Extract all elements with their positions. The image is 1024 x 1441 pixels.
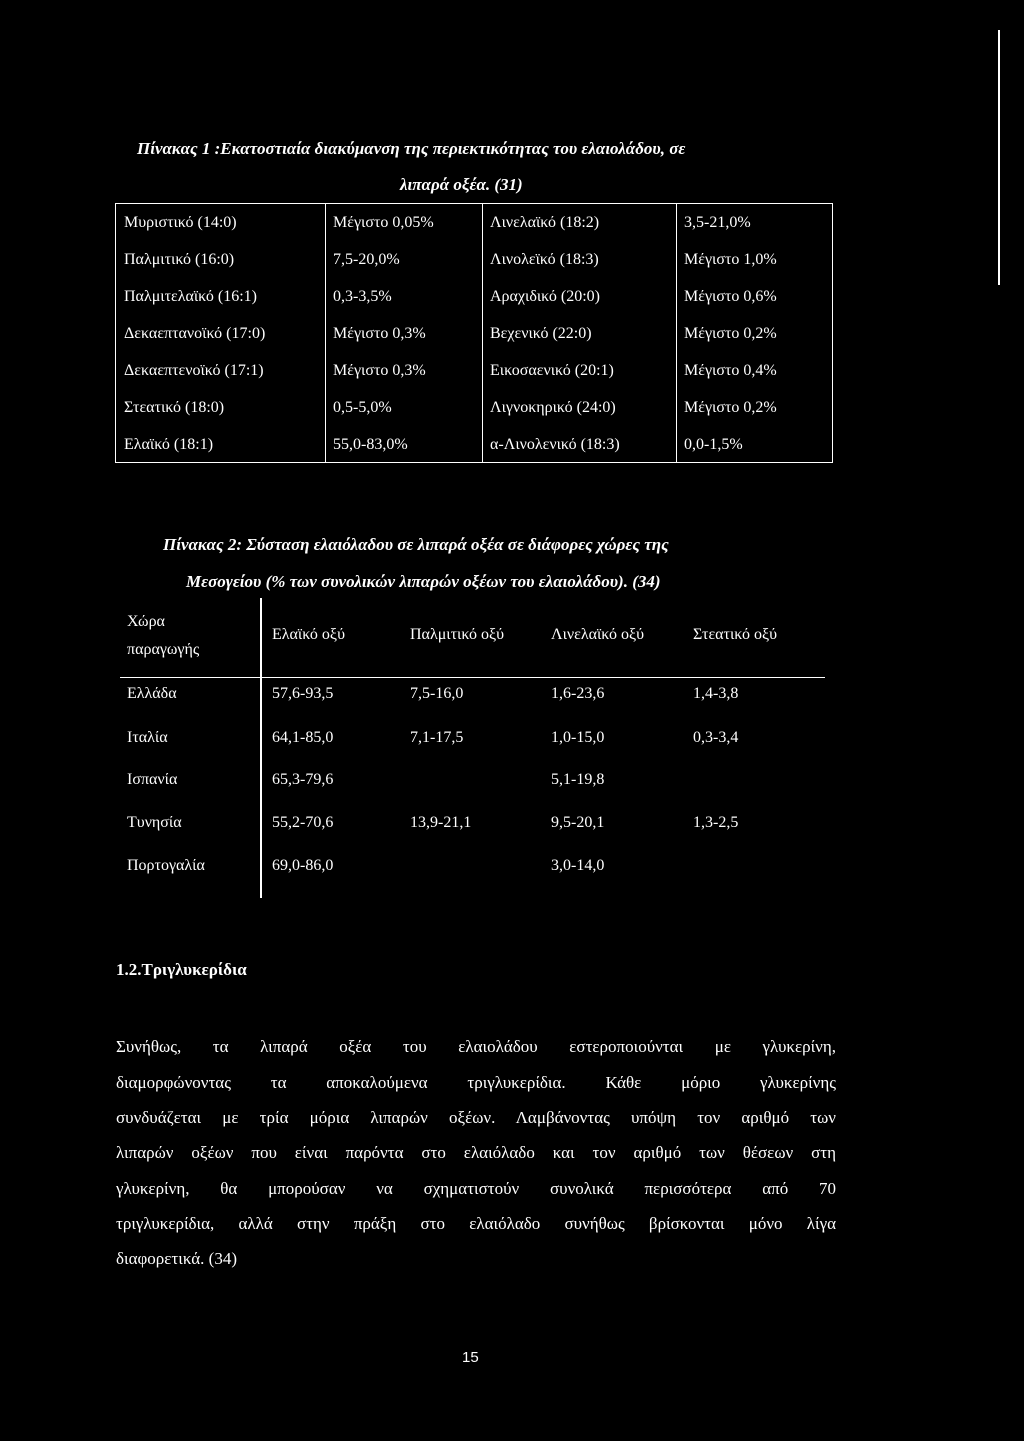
table1-caption-continued: λιπαρά οξέα. (31) bbox=[400, 175, 523, 194]
country-column-header: Χώρα bbox=[127, 613, 165, 630]
table-cell: 1,6-23,6 bbox=[551, 685, 605, 702]
table-cell: Μυριστικό (14:0) bbox=[124, 214, 237, 231]
table-cell: 7,5-16,0 bbox=[410, 685, 464, 702]
table-cell: 57,6-93,5 bbox=[272, 685, 334, 702]
table-cell: Μέγιστο 0,6% bbox=[684, 288, 777, 305]
table2-caption: Πίνακας 2: Σύσταση ελαιόλαδου σε λιπαρά οξέα σε διάφορες χώρες της bbox=[163, 535, 669, 554]
table-cell: Βεχενικό (22:0) bbox=[490, 325, 592, 342]
table2-caption-continued: Μεσογείου (% των συνολικών λιπαρών οξέων του ελαιολάδου). (34) bbox=[186, 572, 661, 591]
table-cell: Λιγνοκηρικό (24:0) bbox=[490, 399, 616, 416]
table-cell: 3,5-21,0% bbox=[684, 214, 751, 231]
table-cell: Δεκαεπτανοϊκό (17:0) bbox=[124, 325, 266, 342]
paragraph-line: Συνήθως, τα λιπαρά οξέα του ελαιολάδου εστεροποιούνται με γλυκερίνη, bbox=[116, 1037, 836, 1056]
country-cell: Ιταλία bbox=[127, 729, 168, 746]
table-cell: Μέγιστο 0,2% bbox=[684, 399, 777, 416]
country-cell: Τυνησία bbox=[127, 814, 182, 831]
table-cell: 13,9-21,1 bbox=[410, 814, 472, 831]
table-cell: Λινολεϊκό (18:3) bbox=[490, 251, 599, 268]
section-heading: 1.2.Τριγλυκερίδια bbox=[116, 960, 247, 979]
table-cell: 0,3-3,4 bbox=[693, 729, 739, 746]
table-cell: Ελαϊκό (18:1) bbox=[124, 436, 214, 453]
country-cell: Πορτογαλία bbox=[127, 857, 205, 874]
table-cell: 69,0-86,0 bbox=[272, 857, 334, 874]
country-cell: Ελλάδα bbox=[127, 685, 177, 702]
table-cell: 0,5-5,0% bbox=[333, 399, 392, 416]
fatty-acid-range-table bbox=[115, 203, 833, 463]
paragraph-line: γλυκερίνη, θα μπορούσαν να σχηματιστούν συνολικά περισσότερα από 70 bbox=[116, 1179, 836, 1198]
paragraph-line: λιπαρών οξέων που είναι παρόντα στο ελαιόλαδο και τον αριθμό των θέσεων στη bbox=[116, 1143, 836, 1162]
table-cell: Μέγιστο 0,05% bbox=[333, 214, 434, 231]
paragraph-line: τριγλυκερίδια, αλλά στην πράξη στο ελαιόλαδο συνήθως βρίσκονται μόνο λίγα bbox=[116, 1214, 836, 1233]
column-header: Παλμιτικό οξύ bbox=[410, 626, 505, 643]
table-cell: 65,3-79,6 bbox=[272, 771, 334, 788]
column-header: Ελαϊκό οξύ bbox=[272, 626, 345, 643]
table-cell: Στεατικό (18:0) bbox=[124, 399, 225, 416]
table-cell: 55,2-70,6 bbox=[272, 814, 334, 831]
table-cell: 5,1-19,8 bbox=[551, 771, 605, 788]
table-cell: 0,3-3,5% bbox=[333, 288, 392, 305]
table-cell: 64,1-85,0 bbox=[272, 729, 334, 746]
paragraph-line: διαφορετικά. (34) bbox=[116, 1249, 237, 1268]
table-row bbox=[116, 278, 832, 315]
table-cell: 1,0-15,0 bbox=[551, 729, 605, 746]
table-cell: Μέγιστο 0,3% bbox=[333, 325, 426, 342]
table-cell: Παλμιτελαϊκό (16:1) bbox=[124, 288, 257, 305]
table-cell: 7,1-17,5 bbox=[410, 729, 464, 746]
table-cell: Λινελαϊκό (18:2) bbox=[490, 214, 600, 231]
country-column-header-continued: παραγωγής bbox=[127, 641, 200, 658]
table-cell: 55,0-83,0% bbox=[333, 436, 408, 453]
table-cell: 1,3-2,5 bbox=[693, 814, 739, 831]
table-cell: Μέγιστο 0,2% bbox=[684, 325, 777, 342]
table-cell: α-Λινολενικό (18:3) bbox=[490, 436, 620, 453]
table-cell: Δεκαεπτενοϊκό (17:1) bbox=[124, 362, 264, 379]
table-cell: 7,5-20,0% bbox=[333, 251, 400, 268]
table-cell: Μέγιστο 0,3% bbox=[333, 362, 426, 379]
page-number: 15 bbox=[462, 1349, 479, 1366]
table-cell: 1,4-3,8 bbox=[693, 685, 739, 702]
table-cell: Μέγιστο 1,0% bbox=[684, 251, 777, 268]
table1-caption: Πίνακας 1 :Εκατοστιαία διακύμανση της περιεκτικότητας του ελαιολάδου, σε bbox=[137, 139, 686, 158]
table-cell: 3,0-14,0 bbox=[551, 857, 605, 874]
table-row bbox=[116, 204, 832, 241]
column-header: Στεατικό οξύ bbox=[693, 626, 778, 643]
table-cell: 9,5-20,1 bbox=[551, 814, 605, 831]
paragraph-line: συνδυάζεται με τρία μόρια λιπαρών οξέων. Λαμβάνοντας υπόψη τον αριθμό των bbox=[116, 1108, 836, 1127]
paragraph-line: διαμορφώνοντας τα αποκαλούμενα τριγλυκερίδια. Κάθε μόριο γλυκερίνης bbox=[116, 1073, 836, 1092]
table-row bbox=[116, 426, 832, 463]
column-header: Λινελαϊκό οξύ bbox=[551, 626, 645, 643]
table2-column-divider bbox=[260, 598, 262, 898]
table-cell: Μέγιστο 0,4% bbox=[684, 362, 777, 379]
table-cell: Εικοσαενικό (20:1) bbox=[490, 362, 614, 379]
table2-header-divider bbox=[120, 677, 825, 678]
table-row bbox=[116, 352, 832, 389]
page-edge-line bbox=[998, 30, 1000, 285]
table-row bbox=[116, 241, 832, 278]
table-cell: Αραχιδικό (20:0) bbox=[490, 288, 600, 305]
table-row bbox=[116, 389, 832, 426]
table-row bbox=[116, 315, 832, 352]
table-cell: Παλμιτικό (16:0) bbox=[124, 251, 235, 268]
country-cell: Ισπανία bbox=[127, 771, 178, 788]
table-cell: 0,0-1,5% bbox=[684, 436, 743, 453]
